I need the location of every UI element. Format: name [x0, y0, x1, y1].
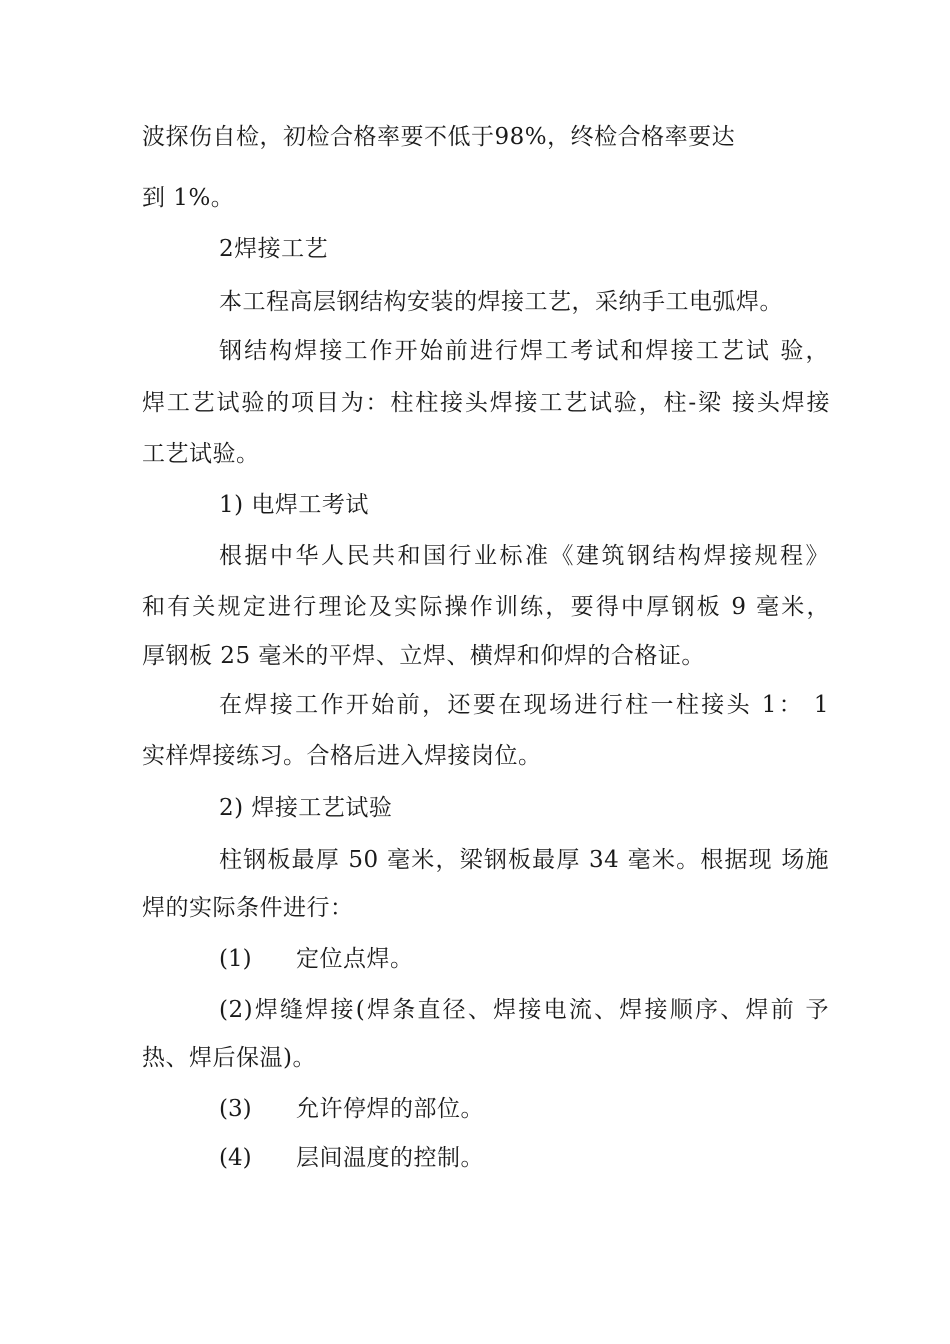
body-line-4: 本工程高层钢结构安装的焊接工艺，采纳手工电弧焊。 [219, 289, 783, 315]
body-line-5: 钢结构焊接工作开始前进行焊工考试和焊接工艺试 验， [219, 338, 829, 364]
body-line-9: 根据中华人民共和国行业标准《建筑钢结构焊接规程》 [219, 543, 829, 569]
list-item-3-number: (3) [219, 1096, 252, 1122]
body-line-2: 到 1%。 [142, 185, 235, 211]
body-line-7: 工艺试验。 [142, 441, 260, 467]
list-item-4-text: 层间温度的控制。 [296, 1145, 484, 1171]
list-item-2: (2)焊缝焊接(焊条直径、焊接电流、焊接顺序、焊前 予 [219, 997, 829, 1023]
list-item-3-text: 允许停焊的部位。 [296, 1096, 484, 1122]
section-heading-welding-process: 2焊接工艺 [219, 236, 329, 262]
body-line-11: 厚钢板 25 毫米的平焊、立焊、横焊和仰焊的合格证。 [142, 643, 705, 669]
body-line-15: 柱钢板最厚 50 毫米，梁钢板最厚 34 毫米。根据现 场施 [219, 847, 829, 873]
body-line-10: 和有关规定进行理论及实际操作训练，要得中厚钢板 9 毫米， [142, 594, 830, 620]
list-item-4-number: (4) [219, 1145, 252, 1171]
body-line-12: 在焊接工作开始前，还要在现场进行柱一柱接头 1： 1 [219, 692, 829, 718]
body-line-16: 焊的实际条件进行： [142, 895, 354, 921]
body-line-6: 焊工艺试验的项目为：柱柱接头焊接工艺试验，柱-梁 接头焊接 [142, 390, 830, 416]
subsection-heading-welder-exam: 1) 电焊工考试 [219, 492, 369, 518]
body-line-13: 实样焊接练习。合格后进入焊接岗位。 [142, 743, 542, 769]
body-line-1: 波探伤自检，初检合格率要不低于98%，终检合格率要达 [142, 124, 736, 150]
subsection-heading-process-test: 2) 焊接工艺试验 [219, 795, 393, 821]
list-item-1-number: (1) [219, 946, 252, 972]
list-item-1-text: 定位点焊。 [296, 946, 414, 972]
list-item-2-continuation: 热、焊后保温)。 [142, 1045, 316, 1071]
